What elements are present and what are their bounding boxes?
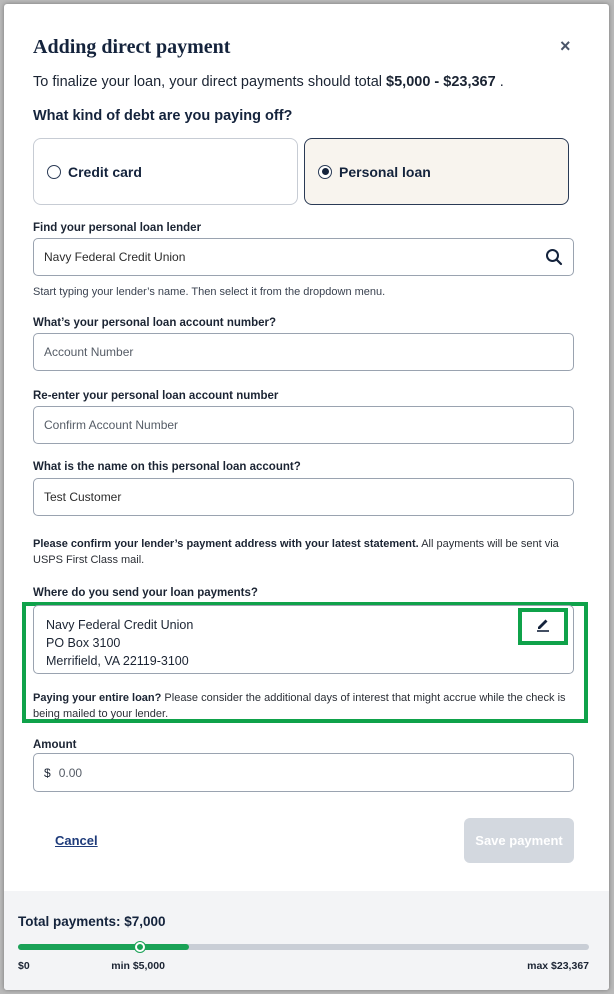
subtitle-prefix: To finalize your loan, your direct payments should total: [33, 74, 387, 90]
tick-max: max $23,367: [527, 960, 589, 972]
entire-loan-note-bold: Paying your entire loan?: [33, 692, 162, 704]
address-notice-bold: Please confirm your lender’s payment address with your latest statement.: [33, 538, 419, 550]
address-line-3: Merrifield, VA 22119-3100: [46, 654, 189, 668]
entire-loan-note: [33, 690, 578, 722]
tick-min: min $5,000: [111, 960, 165, 972]
radio-unselected-icon[interactable]: [47, 165, 61, 179]
dialog-title: Adding direct payment: [33, 36, 231, 58]
amount-input[interactable]: [33, 753, 574, 792]
entire-loan-note-rest: Please consider the additional days of interest that might accrue while the check is being mailed to your lender.: [33, 692, 566, 720]
account-name-label: What is the name on this personal loan account?: [33, 461, 301, 473]
payment-address-box: [33, 605, 574, 674]
lender-search-input[interactable]: [33, 238, 574, 276]
amount-placeholder: 0.00: [58, 765, 83, 780]
tick-start: $0: [18, 960, 30, 972]
account-number-input[interactable]: [33, 333, 574, 371]
radio-selected-icon[interactable]: [318, 165, 332, 179]
account-number-placeholder: Account Number: [44, 345, 134, 359]
cancel-link[interactable]: Cancel: [55, 833, 98, 848]
min-marker-icon: [135, 942, 145, 952]
credit-card-option[interactable]: [33, 138, 298, 205]
currency-symbol: $: [44, 765, 51, 780]
debt-type-question: What kind of debt are you paying off?: [33, 108, 293, 124]
direct-payment-dialog: [4, 4, 609, 990]
personal-loan-label: Personal loan: [339, 163, 431, 180]
personal-loan-option[interactable]: [304, 138, 569, 205]
save-payment-button[interactable]: Save payment: [464, 818, 574, 863]
confirm-account-input[interactable]: [33, 406, 574, 444]
account-number-label: What’s your personal loan account number?: [33, 317, 277, 329]
lender-label: Find your personal loan lender: [33, 222, 202, 234]
subtitle-suffix: .: [495, 74, 504, 90]
payments-footer: [4, 891, 609, 990]
dialog-subtitle: [33, 74, 504, 90]
payment-progress-track: [18, 944, 589, 950]
payment-address-label: Where do you send your loan payments?: [33, 587, 258, 599]
address-line-2: PO Box 3100: [46, 636, 121, 650]
total-payments: Total payments: $7,000: [18, 914, 166, 929]
credit-card-label: Credit card: [68, 163, 142, 180]
pencil-icon[interactable]: [535, 616, 551, 637]
lender-hint: Start typing your lender’s name. Then select it from the dropdown menu.: [33, 286, 386, 298]
close-icon[interactable]: ×: [560, 36, 571, 56]
confirm-account-placeholder: Confirm Account Number: [44, 418, 179, 432]
lender-value: Navy Federal Credit Union: [44, 250, 186, 264]
payment-progress-fill: [18, 944, 189, 950]
edit-address-button[interactable]: [518, 608, 568, 645]
account-name-value: Test Customer: [44, 490, 122, 504]
amount-label: Amount: [33, 739, 77, 751]
account-name-input[interactable]: [33, 478, 574, 516]
subtitle-range: $5,000 - $23,367: [386, 74, 496, 90]
address-notice: [33, 536, 578, 568]
address-line-1: Navy Federal Credit Union: [46, 618, 194, 632]
confirm-account-label: Re-enter your personal loan account number: [33, 390, 279, 402]
address-notice-rest: All payments will be sent via USPS First Class mail.: [33, 538, 559, 566]
search-icon[interactable]: [545, 248, 563, 266]
